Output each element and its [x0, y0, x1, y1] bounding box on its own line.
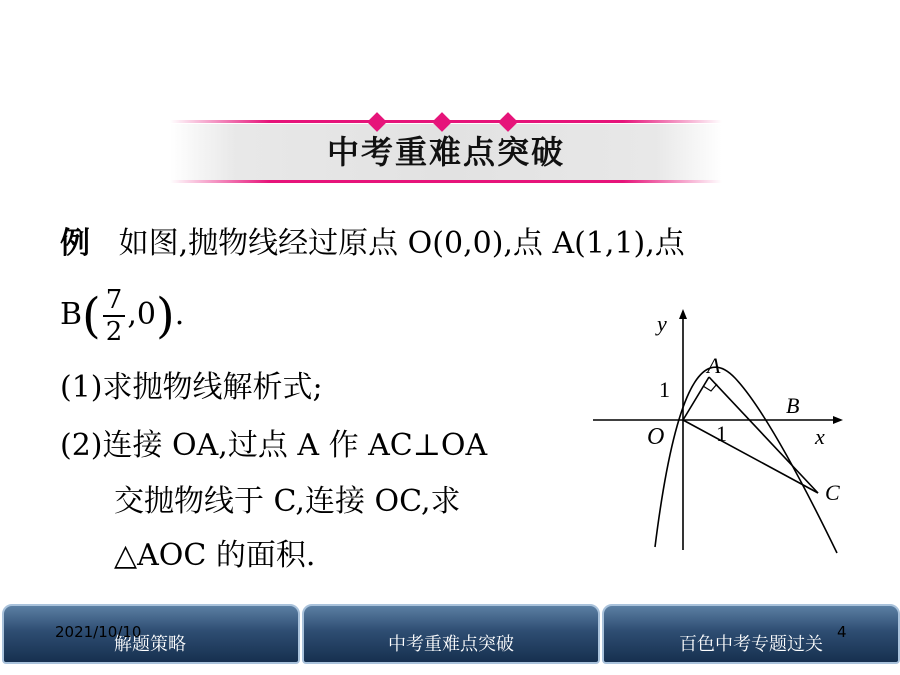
parabola-graph [585, 305, 845, 555]
question-2-line-2: 交抛物线于 C,连接 OC,求 [114, 484, 461, 519]
label-point-c: C [825, 480, 840, 505]
footer-bar [0, 604, 900, 675]
problem-statement: 如图,抛物线经过原点 O(0,0),点 A(1,1),点 [118, 226, 685, 261]
x-axis-arrow [833, 416, 843, 424]
footer-date: 2021/10/10 [55, 623, 142, 641]
tick-x-1: 1 [716, 421, 727, 446]
footer-tab-strategy[interactable] [2, 604, 300, 664]
footer-tab-label: 中考重难点突破 [388, 634, 514, 655]
problem-line-1 [60, 218, 685, 262]
label-y: y [657, 311, 667, 336]
left-paren: ( [82, 288, 101, 344]
fraction-denominator: 2 [105, 317, 123, 347]
section-banner [170, 112, 722, 190]
fraction-numerator: 7 [103, 285, 126, 317]
fraction [103, 285, 126, 347]
footer-tab-label: 百色中考专题过关 [679, 634, 823, 655]
problem-line-2 [60, 285, 184, 347]
right-angle-marker [703, 384, 717, 391]
segment-oc [683, 420, 818, 493]
question-2-line-1: (2)连接 OA,过点 A 作 AC⊥OA [60, 428, 488, 463]
label-x: x [815, 424, 825, 449]
point-b-y: ,0 [127, 297, 156, 332]
label-point-b: B [786, 393, 800, 418]
page-number: 4 [837, 623, 847, 641]
banner-bottom-line [170, 180, 722, 183]
y-axis-arrow [679, 309, 687, 319]
question-1: (1)求抛物线解析式; [60, 370, 323, 405]
example-label: 例 [60, 226, 90, 261]
tick-y-1: 1 [659, 377, 670, 402]
footer-tab-key-points[interactable] [302, 604, 600, 664]
footer-tab-label: 解题策略 [114, 634, 186, 655]
line-2-end: . [174, 297, 185, 332]
footer-tab-topics[interactable] [602, 604, 900, 664]
label-point-a: A [707, 353, 721, 378]
point-b-label: B [60, 297, 83, 332]
banner-title: 中考重难点突破 [326, 133, 565, 171]
label-origin: O [647, 424, 665, 450]
question-2-line-3: △AOC 的面积. [114, 538, 316, 573]
right-paren: ) [155, 288, 175, 344]
